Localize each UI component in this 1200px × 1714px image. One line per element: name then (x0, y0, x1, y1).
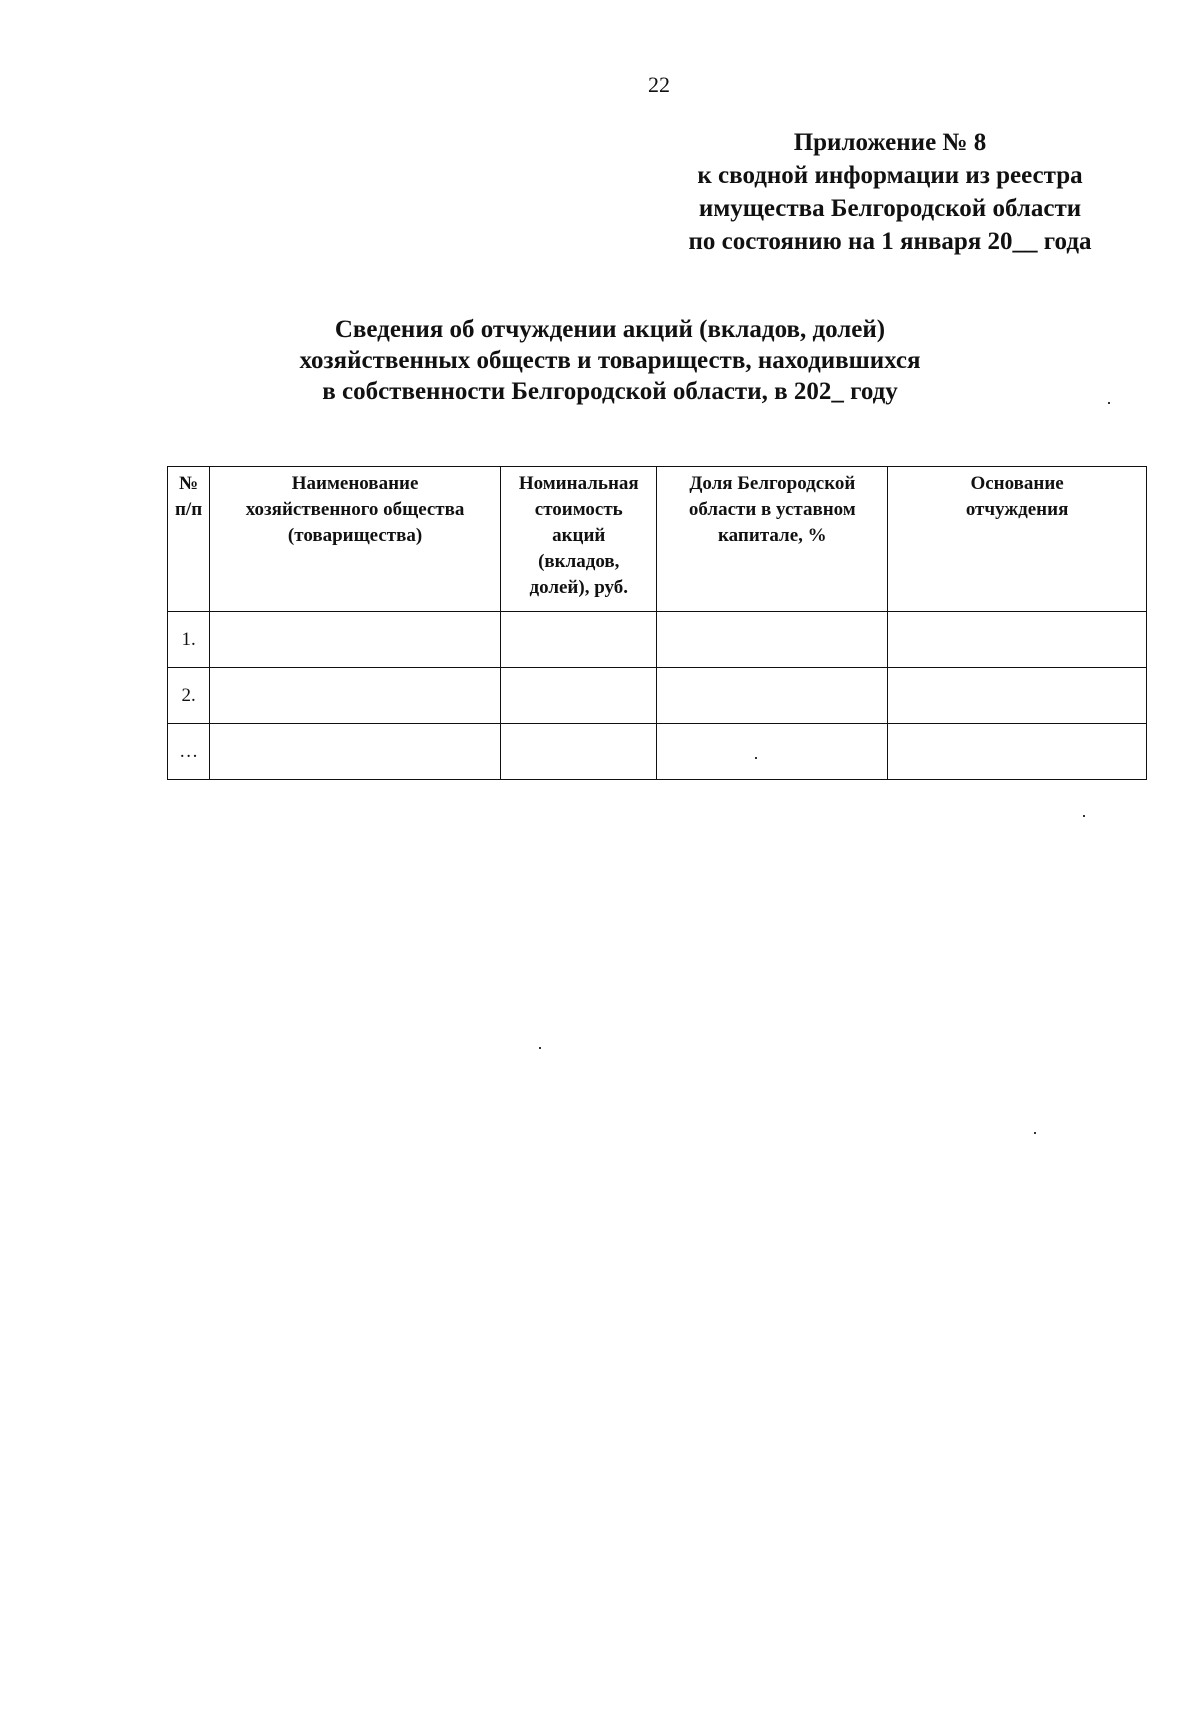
alienation-basis-cell (888, 724, 1147, 780)
scan-speck (755, 757, 757, 759)
header-line: области в уставном (688, 499, 856, 520)
header-line: Основание (970, 473, 1064, 494)
header-line: стоимость (534, 499, 623, 520)
title-line: Сведения об отчуждении акций (вкладов, долей) (334, 316, 886, 343)
region-share-cell (657, 724, 888, 780)
row-number: … (168, 724, 210, 780)
header-line: п/п (174, 499, 203, 520)
header-line: Наименование (291, 473, 419, 494)
header-line: Номинальная (518, 473, 639, 494)
table-row (168, 668, 1147, 724)
header-line: (вкладов, (538, 551, 620, 572)
document-title (230, 314, 990, 407)
header-line: (товарищества) (287, 525, 423, 546)
row-number: 1. (168, 612, 210, 668)
region-share-cell (657, 612, 888, 668)
company-name-cell (210, 668, 501, 724)
nominal-value-cell (501, 668, 657, 724)
header-line: хозяйственного общества (245, 499, 465, 520)
page-number: 22 (648, 72, 670, 97)
scan-speck (539, 1047, 541, 1049)
scan-speck (1108, 402, 1110, 404)
alienation-basis-cell (888, 668, 1147, 724)
appendix-line: имущества Белгородской области (698, 195, 1082, 222)
title-line: в собственности Белгородской области, в 202_ году (322, 378, 898, 405)
appendix-header (640, 126, 1140, 258)
header-line: № (179, 473, 199, 494)
row-number: 2. (168, 668, 210, 724)
appendix-title: Приложение № 8 (793, 129, 987, 156)
alienation-basis-cell (888, 612, 1147, 668)
scan-speck (1083, 815, 1085, 817)
header-region-share (657, 467, 888, 612)
header-line: долей), руб. (529, 577, 629, 598)
appendix-line: к сводной информации из реестра (697, 162, 1083, 189)
appendix-line: по состоянию на 1 января 20__ года (688, 228, 1092, 255)
header-number (168, 467, 210, 612)
table-header-row (168, 467, 1147, 612)
header-line: отчуждения (965, 499, 1069, 520)
table-row (168, 724, 1147, 780)
shares-alienation-table (167, 466, 1147, 780)
nominal-value-cell (501, 724, 657, 780)
header-alienation-basis (888, 467, 1147, 612)
title-line: хозяйственных обществ и товариществ, находившихся (299, 347, 921, 374)
scan-speck (1034, 1132, 1036, 1134)
company-name-cell (210, 724, 501, 780)
header-company-name (210, 467, 501, 612)
header-nominal-value (501, 467, 657, 612)
company-name-cell (210, 612, 501, 668)
region-share-cell (657, 668, 888, 724)
header-line: Доля Белгородской (689, 473, 856, 494)
nominal-value-cell (501, 612, 657, 668)
header-line: акций (552, 525, 606, 546)
header-line: капитале, % (718, 525, 827, 546)
table-row (168, 612, 1147, 668)
